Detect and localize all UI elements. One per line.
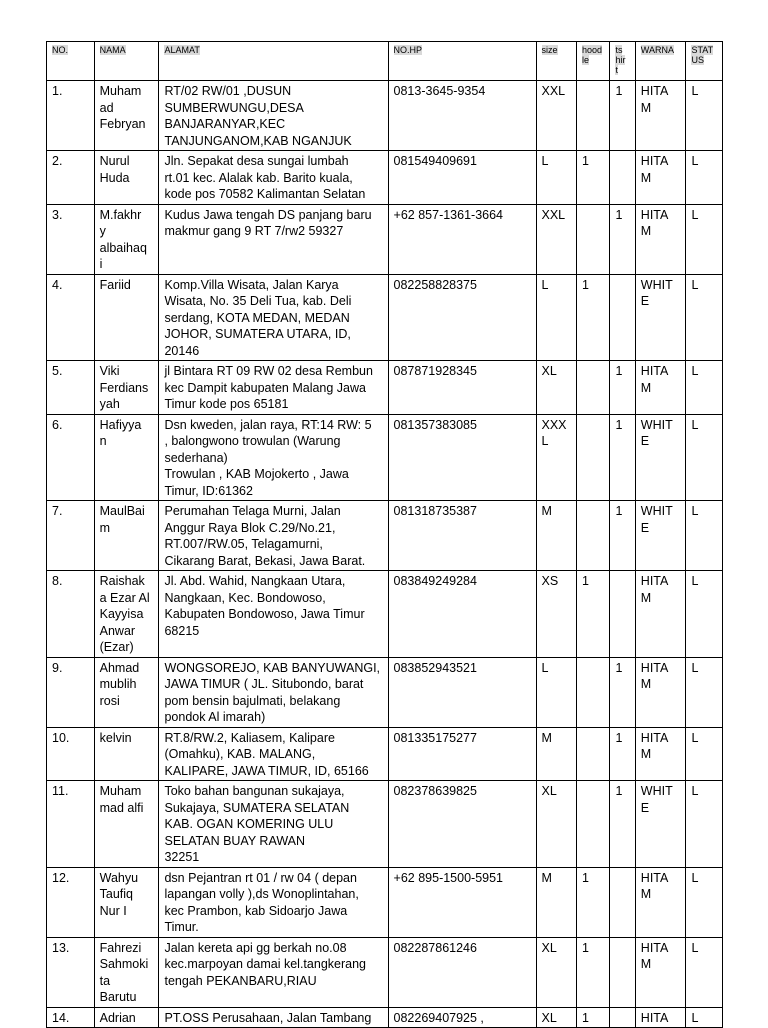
cell-no: 3. [47,204,95,274]
cell-no: 6. [47,414,95,501]
cell-alamat: Kudus Jawa tengah DS panjang baru makmur gang 9 RT 7/rw2 59327 [159,204,388,274]
cell-status: L [686,204,723,274]
cell-status: L [686,781,723,868]
cell-tshirt: 1 [610,414,635,501]
order-table [46,41,723,1028]
table-row [47,501,723,571]
table-row [47,204,723,274]
cell-alamat: WONGSOREJO, KAB BANYUWANGI, JAWA TIMUR ( JL. Situbondo, barat pom bensin bajulmati, belakang pondok Al imarah) [159,657,388,727]
cell-no: 2. [47,151,95,205]
cell-nama: M.fakhr y albaihaq i [94,204,159,274]
cell-status: L [686,937,723,1007]
cell-no-hp: 083849249284 [388,571,536,658]
cell-hoodie [577,204,610,274]
cell-tshirt: 1 [610,204,635,274]
cell-nama: kelvin [94,727,159,781]
cell-tshirt: 1 [610,657,635,727]
cell-tshirt: 1 [610,781,635,868]
cell-status: L [686,727,723,781]
cell-no: 8. [47,571,95,658]
cell-tshirt [610,274,635,361]
cell-status: L [686,414,723,501]
cell-no-hp: 082258828375 [388,274,536,361]
cell-size: XXL [536,204,577,274]
cell-warna: HITA M [635,867,686,937]
table-row [47,414,723,501]
table-row [47,151,723,205]
cell-nama: Fariid [94,274,159,361]
cell-no: 13. [47,937,95,1007]
cell-tshirt [610,1007,635,1028]
cell-no: 14. [47,1007,95,1028]
cell-no: 1. [47,81,95,151]
cell-hoodie [577,781,610,868]
cell-nama: Wahyu Taufiq Nur I [94,867,159,937]
cell-warna: HITA M [635,361,686,415]
cell-hoodie: 1 [577,937,610,1007]
header-size: size [536,42,577,81]
cell-no-hp: 083852943521 [388,657,536,727]
cell-no-hp: 081318735387 [388,501,536,571]
cell-hoodie: 1 [577,571,610,658]
cell-alamat: Jl. Abd. Wahid, Nangkaan Utara, Nangkaan, Kec. Bondowoso, Kabupaten Bondowoso, Jawa Timur 68215 [159,571,388,658]
cell-warna: HITA [635,1007,686,1028]
cell-size: M [536,867,577,937]
cell-alamat: Jalan kereta api gg berkah no.08 kec.marpoyan damai kel.tangkerang tengah PEKANBARU,RIAU [159,937,388,1007]
table-row [47,571,723,658]
cell-alamat: Toko bahan bangunan sukajaya, Sukajaya, SUMATERA SELATAN KAB. OGAN KOMERING ULU SELATAN BUAY RAWAN 32251 [159,781,388,868]
cell-no-hp: +62 857-1361-3664 [388,204,536,274]
cell-nama: MaulBai m [94,501,159,571]
cell-status: L [686,361,723,415]
cell-status: L [686,81,723,151]
cell-warna: HITA M [635,937,686,1007]
cell-hoodie [577,727,610,781]
cell-nama: Hafiyya n [94,414,159,501]
cell-no-hp: 081335175277 [388,727,536,781]
header-warna: WARNA [635,42,686,81]
cell-alamat: Dsn kweden, jalan raya, RT:14 RW: 5 , balongwono trowulan (Warung sederhana) Trowulan , KAB Mojokerto , Jawa Timur, ID:61362 [159,414,388,501]
table-row [47,361,723,415]
table-row [47,867,723,937]
cell-warna: WHIT E [635,501,686,571]
cell-no: 9. [47,657,95,727]
cell-warna: WHIT E [635,414,686,501]
cell-tshirt [610,937,635,1007]
cell-size: M [536,501,577,571]
cell-hoodie [577,657,610,727]
header-hoodie: hood le [577,42,610,81]
cell-hoodie: 1 [577,867,610,937]
cell-tshirt [610,571,635,658]
cell-size: L [536,274,577,361]
table-row [47,1007,723,1028]
table-row [47,274,723,361]
cell-warna: HITA M [635,571,686,658]
table-row [47,781,723,868]
cell-status: L [686,867,723,937]
document-page [46,41,723,1028]
cell-nama: Nurul Huda [94,151,159,205]
cell-size: M [536,727,577,781]
cell-no-hp: 082287861246 [388,937,536,1007]
cell-status: L [686,501,723,571]
cell-status: L [686,274,723,361]
cell-hoodie: 1 [577,274,610,361]
cell-nama: Muham mad alfi [94,781,159,868]
cell-alamat: dsn Pejantran rt 01 / rw 04 ( depan lapangan volly ),ds Wonoplintahan, kec Prambon, kab Sidoarjo Jawa Timur. [159,867,388,937]
cell-alamat: Jln. Sepakat desa sungai lumbah rt.01 kec. Alalak kab. Barito kuala, kode pos 70582 Kalimantan Selatan [159,151,388,205]
cell-no-hp: 081357383085 [388,414,536,501]
cell-hoodie [577,81,610,151]
cell-nama: Raishak a Ezar Al Kayyisa Anwar (Ezar) [94,571,159,658]
cell-nama: Viki Ferdians yah [94,361,159,415]
cell-no: 7. [47,501,95,571]
table-header-row [47,42,723,81]
cell-warna: HITA M [635,204,686,274]
cell-no-hp: 082269407925 , [388,1007,536,1028]
table-row [47,81,723,151]
table-row [47,727,723,781]
cell-warna: HITA M [635,657,686,727]
cell-tshirt: 1 [610,501,635,571]
cell-tshirt: 1 [610,361,635,415]
cell-nama: Adrian [94,1007,159,1028]
cell-size: XS [536,571,577,658]
cell-alamat: jl Bintara RT 09 RW 02 desa Rembun kec Dampit kabupaten Malang Jawa Timur kode pos 65181 [159,361,388,415]
cell-no: 12. [47,867,95,937]
cell-nama: Fahrezi Sahmoki ta Barutu [94,937,159,1007]
cell-status: L [686,657,723,727]
cell-no: 5. [47,361,95,415]
cell-warna: HITA M [635,151,686,205]
header-no: NO. [47,42,95,81]
cell-nama: Ahmad mublih rosi [94,657,159,727]
cell-alamat: PT.OSS Perusahaan, Jalan Tambang [159,1007,388,1028]
cell-warna: HITA M [635,81,686,151]
cell-status: L [686,571,723,658]
header-tshirt: ts hir t [610,42,635,81]
cell-hoodie [577,361,610,415]
cell-size: XXX L [536,414,577,501]
cell-size: L [536,657,577,727]
cell-no-hp: +62 895-1500-5951 [388,867,536,937]
cell-warna: HITA M [635,727,686,781]
cell-tshirt: 1 [610,727,635,781]
cell-no-hp: 0813-3645-9354 [388,81,536,151]
cell-warna: WHIT E [635,781,686,868]
header-no-hp: NO.HP [388,42,536,81]
cell-no-hp: 087871928345 [388,361,536,415]
table-row [47,657,723,727]
cell-hoodie [577,501,610,571]
cell-size: XL [536,781,577,868]
cell-status: L [686,151,723,205]
cell-no: 10. [47,727,95,781]
cell-tshirt [610,867,635,937]
cell-alamat: Komp.Villa Wisata, Jalan Karya Wisata, No. 35 Deli Tua, kab. Deli serdang, KOTA MEDAN, MEDAN JOHOR, SUMATERA UTARA, ID, 20146 [159,274,388,361]
cell-alamat: RT/02 RW/01 ,DUSUN SUMBERWUNGU,DESA BANJARANYAR,KEC TANJUNGANOM,KAB NGANJUK [159,81,388,151]
cell-tshirt: 1 [610,81,635,151]
cell-hoodie: 1 [577,151,610,205]
header-nama: NAMA [94,42,159,81]
cell-tshirt [610,151,635,205]
cell-alamat: RT.8/RW.2, Kaliasem, Kalipare (Omahku), KAB. MALANG, KALIPARE, JAWA TIMUR, ID, 65166 [159,727,388,781]
cell-no: 4. [47,274,95,361]
cell-size: XL [536,361,577,415]
cell-size: XL [536,937,577,1007]
cell-hoodie [577,414,610,501]
cell-nama: Muham ad Febryan [94,81,159,151]
cell-size: L [536,151,577,205]
cell-no-hp: 081549409691 [388,151,536,205]
header-status: STAT US [686,42,723,81]
cell-hoodie: 1 [577,1007,610,1028]
table-row [47,937,723,1007]
cell-no: 11. [47,781,95,868]
cell-size: XXL [536,81,577,151]
cell-warna: WHIT E [635,274,686,361]
cell-status: L [686,1007,723,1028]
cell-size: XL [536,1007,577,1028]
header-alamat: ALAMAT [159,42,388,81]
cell-alamat: Perumahan Telaga Murni, Jalan Anggur Raya Blok C.29/No.21, RT.007/RW.05, Telagamurni, Cikarang Barat, Bekasi, Jawa Barat. [159,501,388,571]
cell-no-hp: 082378639825 [388,781,536,868]
